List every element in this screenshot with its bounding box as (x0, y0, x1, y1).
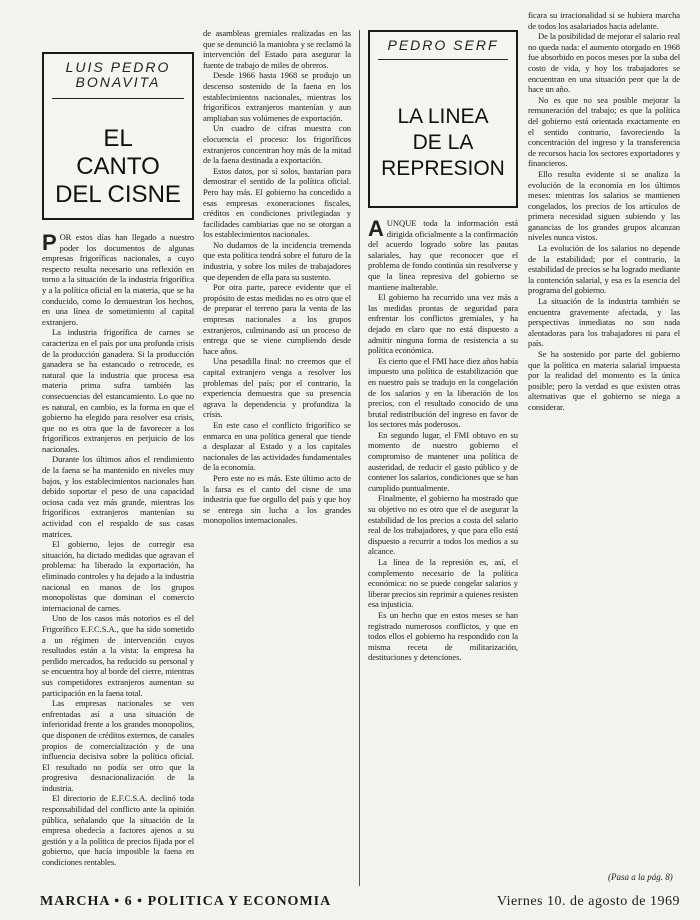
article2-paragraph: En segundo lugar, el FMI obtuvo en su momento de nuestro gobierno el compromiso de mantener una política de austeridad, de reducir el gasto público y de contener los salarios, condiciones que se han cumplido puntualmente. (368, 429, 518, 493)
footer-section: MARCHA • 6 • POLITICA Y ECONOMIA (40, 894, 332, 909)
article1-title-line: CANTO (76, 153, 160, 180)
page-footer (0, 892, 700, 916)
article2-paragraph: La evolución de los salarios no depende de la estabilidad; por el contrario, la estabilidad de precios se ha logrado mediante la contención salarial, y esa es la esencia del programa del gobierno. (528, 243, 680, 296)
drop-cap: P (42, 232, 57, 255)
article1-paragraph: La industria frigorífica de carnes se caracteriza en el país por una profunda crisis de la producción ganadera. Si la producción ganadera se ha estancado o retrocede, es natural que la industria que procesa esa materia prima sufra también las consecuencias del estancamiento. Lo que no es natural, en cambio, es la forma en que el gobierno ha elegido para resolver esa crisis, que no es otra que la de favorecer a los frigoríficos extranjeros en perjuicio de los nacionales. (42, 327, 194, 454)
article2-paragraph: De la posibilidad de mejorar el salario real no queda nada: el aumento otorgado en 1968 fue absorbido en pocos meses por la suba del costo de vida, y hoy los trabajadores se encuentran en una situación peor que la de hace un año. (528, 31, 680, 95)
continuation-note: (Pasa a la pág. 8) (608, 872, 673, 882)
column-divider (359, 30, 360, 886)
article1-paragraph: Durante los últimos años el rendimiento de la faena se ha mantenido en niveles muy bajos, y los establecimientos nacionales han debido soportar el peso de una capacidad ociosa cada vez más grande, mientras los frigoríficos extranjeros mantenían su actividad con el respaldo de sus casas matrices. (42, 454, 194, 539)
article2-paragraph: Se ha sostenido por parte del gobierno que la política en materia salarial impuesta por la realidad del momento es la única posible; pero la verdad es que existen otras alternativas que el gobierno se niega a considerar. (528, 349, 680, 412)
article2-paragraph: Es cierto que el FMI hace diez años había impuesto una política de estabilización que en nuestro país se tradujo en la congelación de los salarios y en la liberación de los precios, con el resultado conocido de una brutal redistribución del ingreso en favor de los sectores más poderosos. (368, 355, 518, 430)
article2-paragraph: ficara su irracionalidad si se hubiera marcha de todos los asalariados hacia adelante. (528, 10, 680, 31)
article1-paragraph: Estos datos, por sí solos, bastarían para demostrar el sentido de la política oficial. Pero hay más. El gobierno ha concedido a esas empresas exoneraciones fiscales, créditos en condiciones privilegiadas y facilidades cambiarias que no se otorgan a los establecimientos nacionales. (203, 165, 351, 240)
article1-paragraph: El gobierno, lejos de corregir esa situación, ha dictado medidas que agravan el problema: ha liberado la exportación, ha eliminado controles y ha dejado a la industria nacional en manos de los grupos monopolistas que dominan el comercio internacional de carnes. (42, 539, 194, 613)
article2-paragraph: El gobierno ha recurrido una vez más a las medidas prontas de seguridad para enfrentar los conflictos gremiales, y ha dejado en claro que no está dispuesto a admitir ninguna forma de resistencia a su política económica. (368, 292, 518, 356)
article2-author: PEDRO SERF (378, 38, 508, 60)
article2-column-left (368, 218, 518, 888)
article1-paragraph: Un cuadro de cifras muestra con elocuencia el proceso: los frigoríficos extranjeros concentran hoy más de la mitad de la faena destinada a exportación. (203, 123, 351, 166)
article1-paragraph: Las empresas nacionales se ven enfrentadas así a una situación de inferioridad frente a los grandes monopolios, que disponen de créditos externos, de canales propios de comercialización y de una influencia decisiva sobre la política oficial. El resultado no podía ser otro que la progresiva desnacionalización de la industria. (42, 698, 194, 793)
article2-title-line: LA LINEA (397, 105, 489, 128)
article2-column-right (528, 10, 680, 866)
article2-header-box (368, 30, 518, 208)
drop-cap: A (368, 218, 384, 241)
article2-title (378, 104, 508, 182)
article2-title-line: REPRESION (381, 157, 505, 180)
article2-paragraph: No es que no sea posible mejorar la remuneración del trabajo; es que la política del gobierno está orientada exactamente en el sentido contrario, favoreciendo la concentración del ingreso y la transferencia de recursos hacia los sectores exportadores y financieros. (528, 94, 680, 169)
article2-paragraph: Finalmente, el gobierno ha mostrado que su objetivo no es otro que el de asegurar la estabilidad de los precios a costa del salario real de los trabajadores, y que para ello está dispuesto a recurrir a todos los medios a su alcance. (368, 493, 518, 557)
article2-lead: AUNQUE toda la información está dirigida oficialmente a la confirmación del acuerdo logrado sobre las pautas salariales, hay que reconocer que el problema de fondo continúa sin resolverse y que la línea represiva del gobierno se mantiene inalterable. (368, 218, 518, 292)
article2-paragraph: Ello resulta evidente si se analiza la evolución de la economía en los últimos meses: mientras los salarios se mantienen congelados, los precios de los artículos de primera necesidad siguen subiendo y las ganancias de los grandes grupos alcanzan niveles nunca vistos. (528, 168, 680, 243)
article2-paragraph: La línea de la represión es, así, el complemento necesario de la política económica: no se puede congelar salarios y liberar precios sin reprimir a quienes resisten esa injusticia. (368, 557, 518, 610)
article1-title-line: EL (103, 125, 133, 152)
article1-column-left (42, 232, 194, 888)
article1-paragraph: Desde 1966 hasta 1968 se produjo un descenso sostenido de la faena en los establecimientos nacionales, mientras los frigoríficos extranjeros mantenían y aun ampliaban sus volúmenes de exportación. (203, 70, 351, 123)
article1-header-box (42, 52, 194, 220)
article1-title (52, 125, 184, 209)
article1-paragraph: Pero este no es más. Este último acto de la farsa es el canto del cisne de una industria que fue orgullo del país y que hoy se entrega sin lucha a los grandes monopolios internacionales. (203, 472, 351, 526)
article1-title-line: DEL CISNE (55, 181, 181, 208)
article1-author: LUIS PEDRO BONAVITA (52, 60, 184, 99)
article1-paragraph: Uno de los casos más notorios es el del Frigorífico E.F.C.S.A., que ha sido sometido a un régimen de intervención cuyos resultados están a la vista: la empresa ha perdido mercados, ha reducido su personal y se encuentra hoy al borde del cierre, mientras sus competidores extranjeros aumentan su participación en la faena total. (42, 613, 194, 698)
article1-paragraph: No dudamos de la incidencia tremenda que esta política tendrá sobre el futuro de la industria, y sobre los miles de trabajadores que dependen de ella para su sustento. (203, 239, 351, 282)
article1-column-right (203, 28, 351, 888)
footer-date: Viernes 10. de agosto de 1969 (496, 894, 680, 909)
article1-paragraph: Una pesadilla final: no creemos que el capital extranjero venga a resolver los problemas del país; por el contrario, la experiencia demuestra que su presencia agrava la dependencia y profundiza la crisis. (203, 356, 351, 420)
article2-paragraph: La situación de la industria también se encuentra gravemente afectada, y las perspectivas inmediatas no son nada alentadoras para los trabajadores ni para el país. (528, 296, 680, 349)
article1-paragraph: de asambleas gremiales realizadas en las que se denunció la maniobra y se reclamó la intervención del Estado para asegurar la fuente de trabajo de miles de obreros. (203, 28, 351, 70)
article1-paragraph: Por otra parte, parece evidente que el propósito de estas medidas no es otro que el de preparar el terreno para la venta de las empresas nacionales a los grupos extranjeros, culminando así un proceso de entrega que se viene cumpliendo desde hace años. (203, 282, 351, 356)
article1-paragraph: El directorio de E.F.C.S.A. declinó toda responsabilidad del conflicto ante la opinión pública, señalando que la situación de la empresa obedecía a factores ajenos a su gestión y a la política de precios fijada por el gobierno, que hacía imposible la faena en condiciones rentables. (42, 793, 194, 868)
article1-lead: POR estos días han llegado a nuestro poder los documentos de algunas empresas frigoríficas nacionales, a cuyo respecto resulta necesario una reflexión en torno a la situación de la industria frigorífica y a la política oficial en la materia, que se ha conducido, como lo demuestran los hechos, en una línea de sometimiento al capital extranjero. (42, 232, 194, 327)
article2-paragraph: Es un hecho que en estos meses se han registrado numerosos conflictos, y que en todos ellos el gobierno ha respondido con la misma receta de militarización, destituciones y detenciones. (368, 609, 518, 663)
article1-paragraph: En este caso el conflicto frigorífico se enmarca en una política general que tiende a desplazar al Estado y a los capitales nacionales de las actividades fundamentales de la economía. (203, 419, 351, 473)
article2-title-line: DE LA (412, 131, 474, 154)
